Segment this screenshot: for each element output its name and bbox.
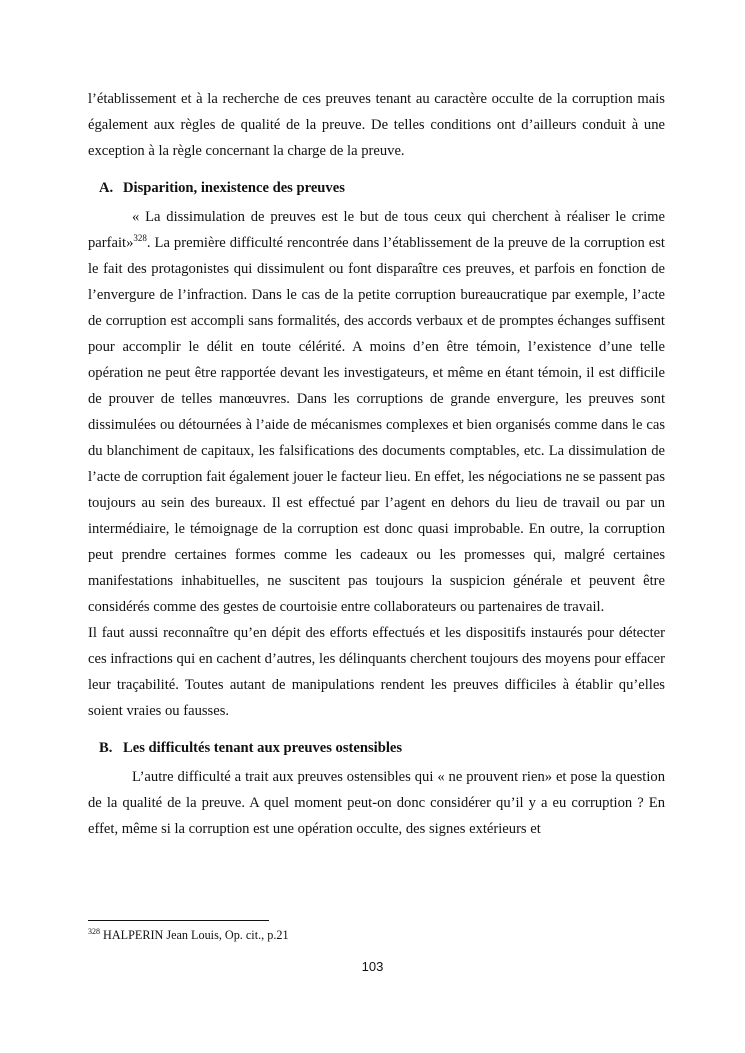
section-a-heading: [99, 177, 665, 199]
section-a-paragraph-2: Il faut aussi reconnaître qu’en dépit des efforts effectués et les dispositifs instaurés pour détecter ces infractions qui en cachent d’autres, les délinquants cherchent toujours des moyens pour effacer leur traçabilité. Toutes autant de manipulations rendent les preuves difficiles à établir qu’elles soient vraies ou fausses.: [88, 625, 665, 719]
section-a-paragraph-1: [88, 204, 665, 620]
quote-text: « La dissimulation de preuves est le but de tous ceux qui cherchent à réaliser le crime parfait»: [88, 209, 665, 251]
section-b-paragraph-1: L’autre difficulté a trait aux preuves ostensibles qui « ne prouvent rien» et pose la question de la qualité de la preuve. A quel moment peut-on donc considérer qu’il y a eu corruption ? En effet, même si la corruption est une opération occulte, des signes extérieurs et: [88, 769, 665, 837]
footnote-reference[interactable]: 328: [133, 233, 147, 244]
footnote-divider: [88, 920, 269, 921]
footnote-number: 328: [88, 926, 100, 936]
page-body: [88, 86, 665, 842]
paragraph-intro: l’établissement et à la recherche de ces preuves tenant au caractère occulte de la corruption mais également aux règles de qualité de la preuve. De telles conditions ont d’ailleurs conduit à une exception à la règle concernant la charge de la preuve.: [88, 91, 665, 159]
section-a-paragraph-1-body: . La première difficulté rencontrée dans l’établissement de la preuve de la corruption est le fait des protagonistes qui dissimulent ou font disparaître ces preuves, et parfois en fonction de l’envergure de l’infraction. Dans le cas de la petite corruption bureaucratique par exemple, l’acte de corruption est accompli sans formalités, des accords verbaux et de promptes échanges suffisent pour accomplir le délit en toute célérité. A moins d’en être témoin, l’existence d’une telle opération ne peut être rapportée devant les investigateurs, et même en étant témoin, il est difficile de prouver de telles manœuvres. Dans les corruptions de grande envergure, les preuves sont dissimulées ou détournées à l’aide de mécanismes complexes et bien organisés comme dans le cas du blanchiment de capitaux, les falsifications des documents comptables, etc. La dissimulation de l’acte de corruption fait également jouer le facteur lieu. En effet, les négociations ne se passent pas toujours au sein des bureaux. Il est effectué par l’agent en dehors du lieu de travail ou par un intermédiaire, le témoignage de la corruption est donc quasi improbable. En outre, la corruption peut prendre certaines formes comme les cadeaux ou les promesses qui, malgré certaines manifestations inhabituelles, ne suscitent pas toujours la suspicion générale et peuvent être considérés comme des gestes de courtoisie entre collaborateurs ou partenaires de travail.: [88, 235, 665, 615]
section-a-number: A.: [99, 180, 114, 196]
section-b-heading: [99, 737, 665, 759]
section-b-title: Les difficultés tenant aux preuves ostensibles: [123, 740, 403, 756]
page-number: 103: [361, 959, 384, 974]
footnote-text: HALPERIN Jean Louis, Op. cit., p.21: [100, 928, 289, 942]
section-a-title: Disparition, inexistence des preuves: [123, 180, 345, 196]
footnote: [88, 927, 289, 943]
section-b-number: B.: [99, 740, 113, 756]
